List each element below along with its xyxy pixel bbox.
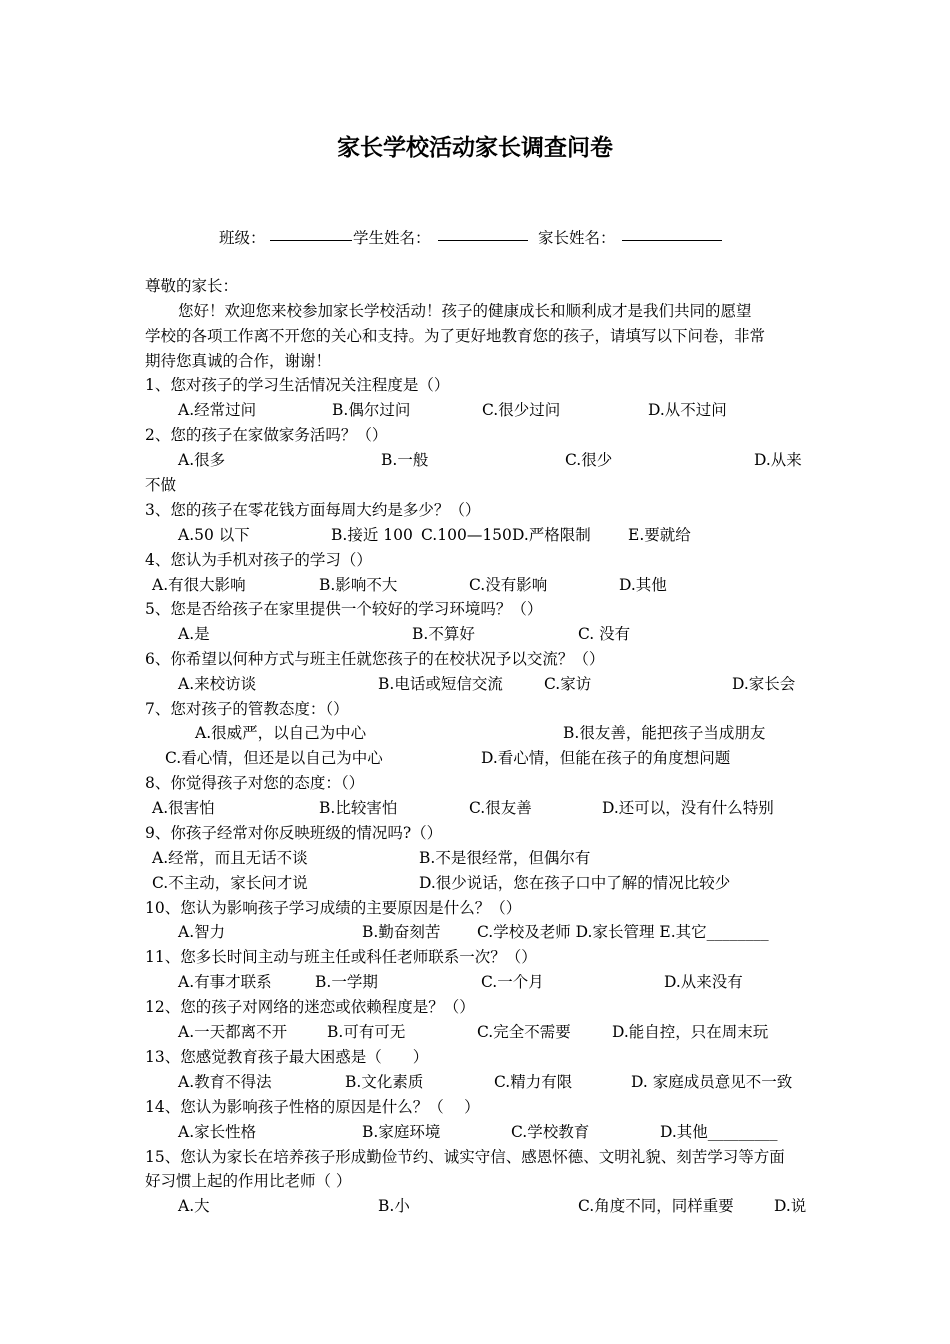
option-continuation: 不做: [145, 476, 177, 494]
student-name-blank[interactable]: [438, 240, 528, 241]
question-text: 15、您认为家长在培养孩子形成勤俭节约、诚实守信、感恩怀德、文明礼貌、刻苦学习等方面: [145, 1148, 785, 1166]
option[interactable]: D.很少说话，您在孩子口中了解的情况比较少: [419, 874, 731, 892]
option[interactable]: A.很多: [178, 451, 226, 469]
option[interactable]: C.不主动，家长问才说: [152, 874, 308, 892]
option[interactable]: D.其他: [619, 576, 667, 594]
option[interactable]: A.大: [178, 1197, 210, 1215]
page-title: 家长学校活动家长调查问卷: [337, 134, 613, 161]
question-text: 11、您多长时间主动与班主任或科任老师联系一次？（）: [145, 948, 537, 966]
option[interactable]: C.学校及老师 D.家长管理 E.其它________: [477, 923, 769, 941]
option[interactable]: C.很友善: [469, 799, 532, 817]
option[interactable]: D. 家庭成员意见不一致: [631, 1073, 793, 1091]
question-text: 9、你孩子经常对你反映班级的情况吗?（）: [145, 824, 443, 842]
option[interactable]: B.文化素质: [345, 1073, 424, 1091]
parent-name-blank[interactable]: [622, 240, 722, 241]
option[interactable]: C. 没有: [578, 625, 631, 643]
option[interactable]: B.小: [378, 1197, 410, 1215]
question-text: 6、你希望以何种方式与班主任就您孩子的在校状况予以交流？（）: [145, 650, 605, 668]
question-text: 2、您的孩子在家做家务活吗？（）: [145, 426, 388, 444]
option[interactable]: B.可有可无: [327, 1023, 406, 1041]
option[interactable]: D.从不过问: [648, 401, 727, 419]
question-text: 1、您对孩子的学习生活情况关注程度是（）: [145, 376, 450, 394]
option[interactable]: B.偶尔过问: [332, 401, 411, 419]
option[interactable]: D.其他_________: [660, 1123, 778, 1141]
option[interactable]: A.经常过问: [178, 401, 257, 419]
option[interactable]: A.来校访谈: [178, 675, 257, 693]
option[interactable]: C.精力有限: [494, 1073, 573, 1091]
option[interactable]: D.能自控，只在周末玩: [612, 1023, 769, 1041]
greeting: 尊敬的家长：: [145, 277, 239, 295]
class-blank[interactable]: [270, 240, 352, 241]
option[interactable]: C.家访: [544, 675, 592, 693]
option[interactable]: C.100—150: [421, 526, 512, 544]
question-text: 5、您是否给孩子在家里提供一个较好的学习环境吗？（）: [145, 600, 543, 618]
option[interactable]: C.角度不同，同样重要: [578, 1197, 734, 1215]
intro-line: 学校的各项工作离不开您的关心和支持。为了更好地教育您的孩子，请填写以下问卷，非常: [145, 327, 766, 345]
option[interactable]: A.有很大影响: [152, 576, 246, 594]
question-text: 12、您的孩子对网络的迷恋或依赖程度是？（）: [145, 998, 475, 1016]
option[interactable]: C.没有影响: [469, 576, 548, 594]
option[interactable]: D.看心情，但能在孩子的角度想问题: [481, 749, 731, 767]
option[interactable]: D.家长会: [732, 675, 796, 693]
intro-line: 期待您真诚的合作，谢谢！: [145, 352, 332, 370]
option[interactable]: D.从来没有: [664, 973, 743, 991]
option[interactable]: C.很少过问: [482, 401, 561, 419]
option[interactable]: C.看心情，但还是以自己为中心: [165, 749, 383, 767]
option[interactable]: D.从来: [754, 451, 802, 469]
question-text: 13、您感觉教育孩子最大困惑是（ ）: [145, 1048, 429, 1066]
question-text: 10、您认为影响孩子学习成绩的主要原因是什么？（）: [145, 899, 522, 917]
question-text-continued: 好习惯上起的作用比老师（ ）: [145, 1172, 352, 1190]
option[interactable]: A.很害怕: [152, 799, 215, 817]
option[interactable]: B.一学期: [315, 973, 378, 991]
intro-line: 您好！欢迎您来校参加家长学校活动！孩子的健康成长和顺利成才是我们共同的愿望: [178, 302, 752, 320]
option[interactable]: D.说: [774, 1197, 807, 1215]
option[interactable]: B.很友善，能把孩子当成朋友: [563, 724, 766, 742]
option[interactable]: B.影响不大: [319, 576, 398, 594]
option[interactable]: C.很少: [565, 451, 613, 469]
question-text: 7、您对孩子的管教态度：（）: [145, 700, 349, 718]
question-text: 8、你觉得孩子对您的态度：（）: [145, 774, 365, 792]
option[interactable]: A.有事才联系: [178, 973, 272, 991]
option[interactable]: D.严格限制: [512, 526, 591, 544]
option[interactable]: C.一个月: [481, 973, 544, 991]
option[interactable]: A.是: [178, 625, 210, 643]
option[interactable]: B.接近 100: [331, 526, 413, 544]
option[interactable]: A.经常，而且无话不谈: [152, 849, 308, 867]
student-name-label: 学生姓名：: [353, 229, 431, 247]
question-text: 14、您认为影响孩子性格的原因是什么？（ ）: [145, 1098, 480, 1116]
option[interactable]: B.电话或短信交流: [378, 675, 503, 693]
question-text: 4、您认为手机对孩子的学习（）: [145, 551, 372, 569]
option[interactable]: B.家庭环境: [362, 1123, 441, 1141]
option[interactable]: B.比较害怕: [319, 799, 398, 817]
parent-name-label: 家长姓名：: [538, 229, 616, 247]
option[interactable]: A.家长性格: [178, 1123, 257, 1141]
class-label: 班级：: [219, 229, 266, 247]
option[interactable]: B.不算好: [412, 625, 475, 643]
option[interactable]: A.智力: [178, 923, 226, 941]
option[interactable]: E.要就给: [628, 526, 691, 544]
option[interactable]: A.一天都离不开: [178, 1023, 288, 1041]
option[interactable]: D.还可以，没有什么特别: [602, 799, 774, 817]
option[interactable]: A.教育不得法: [178, 1073, 272, 1091]
option[interactable]: B.一般: [381, 451, 429, 469]
option[interactable]: B.不是很经常，但偶尔有: [419, 849, 591, 867]
question-text: 3、您的孩子在零花钱方面每周大约是多少？（）: [145, 501, 481, 519]
option[interactable]: C.学校教育: [511, 1123, 590, 1141]
option[interactable]: C.完全不需要: [477, 1023, 571, 1041]
option[interactable]: B.勤奋刻苦: [362, 923, 441, 941]
option[interactable]: A.很威严，以自己为中心: [195, 724, 367, 742]
option[interactable]: A.50 以下: [178, 526, 250, 544]
